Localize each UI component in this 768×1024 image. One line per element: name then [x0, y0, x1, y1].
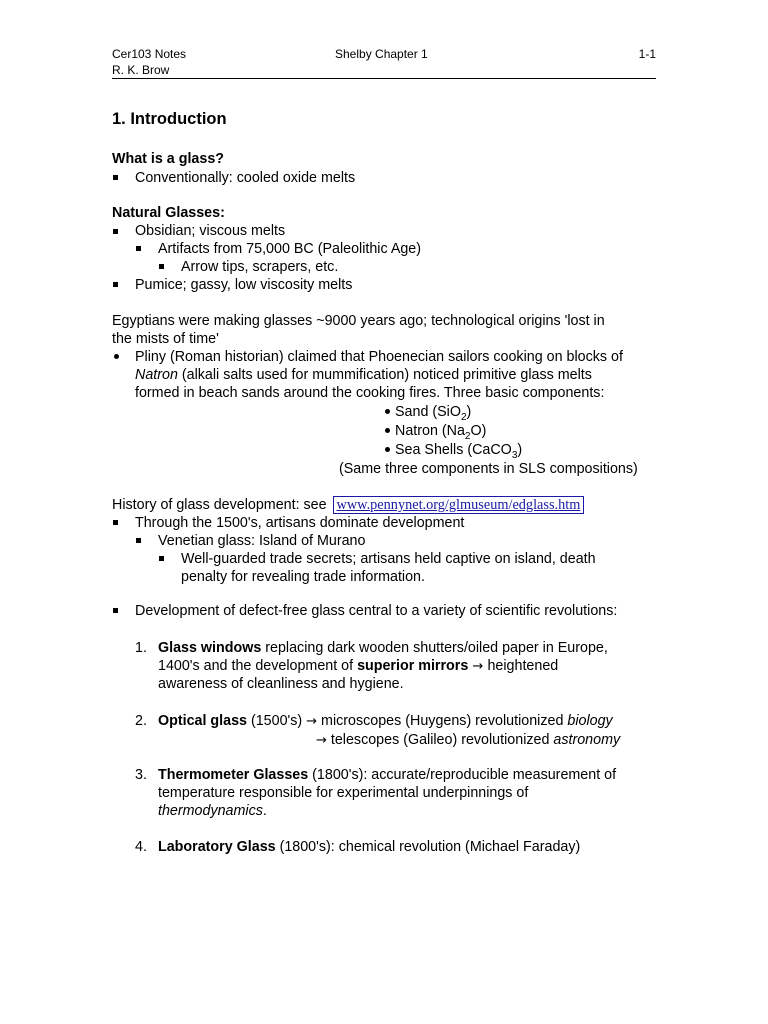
paragraph-line: Pliny (Roman historian) claimed that Phoenecian sailors cooking on blocks of [135, 349, 623, 365]
bullet-square-icon [113, 175, 118, 180]
component-sea-shells: Sea Shells (CaCO$_3$) [395, 442, 523, 461]
list-item: Venetian glass: Island of Murano [158, 533, 366, 549]
revolution-item: Thermometer Glasses (1800's): accurate/reproducible measurement of [158, 767, 617, 783]
header-course: Cer103 Notes [112, 47, 187, 61]
bullet-square-icon [159, 556, 164, 561]
revolution-item: Optical glass (1500's) → microscopes (Huygens) revolutionized biology [158, 713, 613, 729]
list-item: Arrow tips, scrapers, etc. [181, 259, 339, 275]
revolution-item: Glass windows replacing dark wooden shutters/oiled paper in Europe, [158, 640, 608, 656]
paragraph-line: Development of defect-free glass central to a variety of scientific revolutions: [135, 603, 618, 619]
paragraph-line: Natron (alkali salts used for mummification) noticed primitive glass melts [135, 367, 592, 383]
list-item: Pumice; gassy, low viscosity melts [135, 277, 353, 293]
right-arrow-icon: → [306, 714, 318, 729]
list-number: 3. [135, 767, 147, 783]
bullet-dot-icon [114, 354, 119, 359]
revolution-item: Laboratory Glass (1800's): chemical revolution (Michael Faraday) [158, 839, 581, 855]
header-page-number: 1-1 [638, 47, 656, 61]
glass-museum-link[interactable]: www.pennynet.org/glmuseum/edglass.htm [333, 496, 585, 514]
bullet-dot-icon [385, 428, 390, 433]
list-item: Through the 1500's, artisans dominate development [135, 515, 465, 531]
bullet-square-icon [113, 520, 118, 525]
natron-term: Natron [135, 367, 178, 383]
bullet-square-icon [113, 229, 118, 234]
header-rule [112, 78, 656, 79]
list-item: Artifacts from 75,000 BC (Paleolithic Age) [158, 241, 422, 257]
section-title: 1. Introduction [112, 110, 227, 128]
history-line: History of glass development: see www.pennynet.org/glmuseum/edglass.htm [112, 496, 584, 514]
list-item: Obsidian; viscous melts [135, 223, 286, 239]
list-item: Well-guarded trade secrets; artisans held captive on island, death [181, 551, 596, 567]
bullet-dot-icon [385, 409, 390, 414]
heading-what-is-glass: What is a glass? [112, 151, 225, 167]
list-number: 4. [135, 839, 147, 855]
header-chapter: Shelby Chapter 1 [335, 47, 428, 61]
header-author: R. K. Brow [112, 63, 170, 77]
bullet-square-icon [113, 608, 118, 613]
list-item: Conventionally: cooled oxide melts [135, 170, 356, 186]
revolution-item: awareness of cleanliness and hygiene. [158, 676, 404, 692]
list-number: 2. [135, 713, 147, 729]
paragraph-line: Egyptians were making glasses ~9000 years ago; technological origins 'lost in [112, 313, 605, 329]
paragraph-line: the mists of time' [112, 331, 219, 347]
paragraph-line: formed in beach sands around the cooking fires. Three basic components: [135, 385, 605, 401]
right-arrow-icon: → [316, 733, 327, 748]
bullet-dot-icon [385, 447, 390, 452]
bullet-square-icon [113, 282, 118, 287]
component-natron: Natron $(Na_2O)$ [395, 423, 487, 442]
revolution-item: thermodynamics. [158, 803, 267, 819]
revolution-item: temperature responsible for experimental underpinnings of [158, 785, 529, 801]
bullet-square-icon [159, 264, 164, 269]
right-arrow-icon: → [468, 659, 488, 674]
bullet-square-icon [136, 538, 141, 543]
sls-note: (Same three components in SLS compositions) [339, 461, 638, 477]
list-item: penalty for revealing trade information. [181, 569, 425, 585]
component-sand: Sand (SiO$_2$) [395, 404, 472, 423]
heading-natural-glasses: Natural Glasses: [112, 205, 225, 221]
revolution-item: 1400's and the development of superior mirrors → heightened [158, 658, 559, 674]
list-number: 1. [135, 640, 147, 656]
bullet-square-icon [136, 246, 141, 251]
revolution-item: → telescopes (Galileo) revolutionized astronomy [316, 732, 621, 748]
